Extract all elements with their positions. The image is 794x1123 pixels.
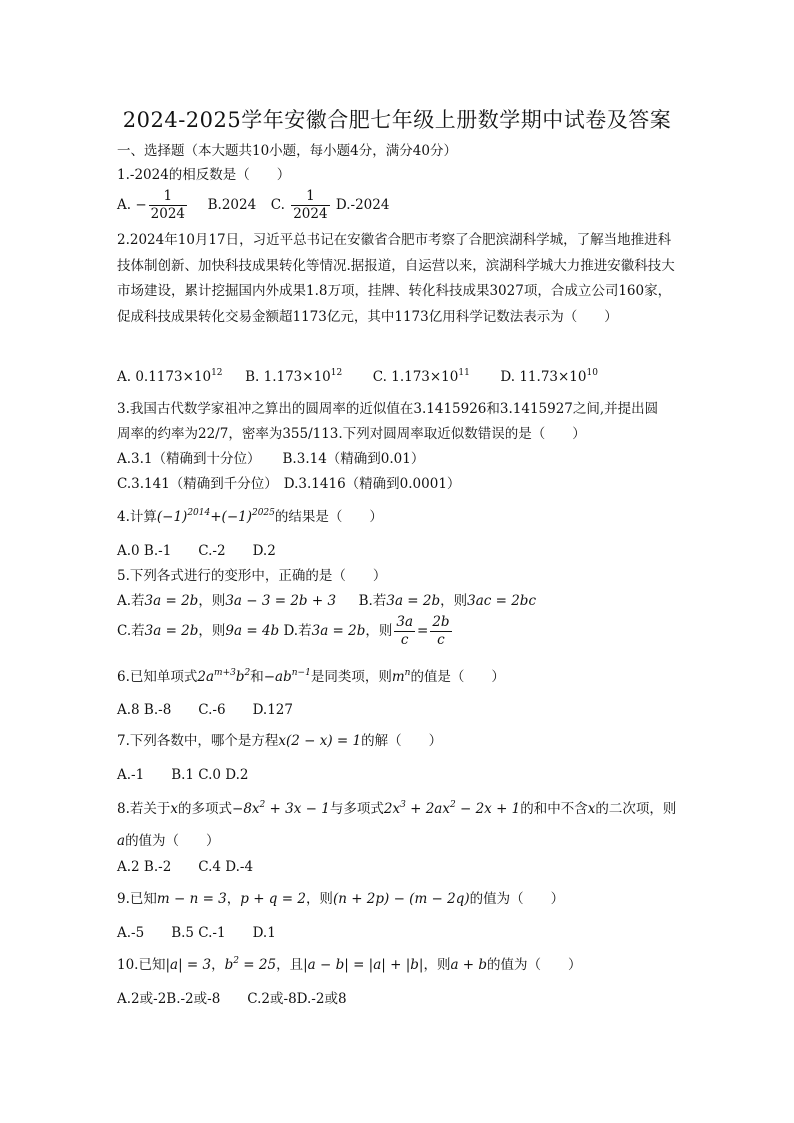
q1-option-c-fraction xyxy=(291,188,329,223)
question-7-options: A.-1 B.1 C.0 D.2 xyxy=(117,767,249,783)
q5-d-fraction-left: $\frac{3a}{c}$ xyxy=(396,614,414,648)
q1-option-a-label: A. xyxy=(117,197,132,213)
question-7-stem: 7.下列各数中，哪个是方程x(2 − x) = 1的解（ ） xyxy=(117,733,443,749)
q5-a-result: 3a − 3 = 2b + 3 xyxy=(225,593,337,609)
q10-condition-3: |a − b| = |a| + |b| xyxy=(303,957,424,973)
q3-option-c: C.3.141（精确到千分位） xyxy=(117,476,278,492)
q5-a-condition: 3a = 2b xyxy=(144,593,199,609)
question-4-options: A.0 B.-1 C.-2 D.2 xyxy=(117,543,276,559)
section-heading: 一、选择题（本大题共10小题，每小题4分，满分40分） xyxy=(117,143,457,159)
q5-d-condition: 3a = 2b xyxy=(311,623,366,639)
q1-c-denominator: 2024 xyxy=(293,206,328,222)
q2-option-d: D. $11.73\times 10^{10}$ xyxy=(500,368,598,385)
question-8-line-1: 8.若关于x的多项式$-8x^2 + 3x - 1$与多项式$2x^3 + 2ax^2 - 2x + 1$的和中不含x的二次项，则 xyxy=(117,800,677,817)
question-10-stem: 10.已知|a| = 3，$b^2 = 25$，且|a − b| = |a| + |b|，则a + b的值为（ ） xyxy=(117,956,582,973)
question-2-options xyxy=(117,368,598,386)
question-1-stem: 1.-2024的相反数是（ ） xyxy=(117,167,291,183)
q4-term-1: $(-1)^{2014}$ xyxy=(156,508,211,525)
question-8-line-2: a的值为（ ） xyxy=(117,833,220,849)
question-9-options: A.-5 B.5 C.-1 D.1 xyxy=(117,925,276,941)
question-1-options xyxy=(117,186,389,224)
question-5-options-row-1: A.若3a = 2b，则3a − 3 = 2b + 3 B.若3a = 2b，则3ac = 2bc xyxy=(117,593,537,609)
q1-c-numerator: 1 xyxy=(291,188,329,206)
question-3-options-row-2 xyxy=(117,475,460,493)
q6-power: $m^n$ xyxy=(391,668,411,685)
q10-condition-1: |a| = 3 xyxy=(165,957,212,973)
q5-b-result: 3ac = 2bc xyxy=(467,593,537,609)
q1-option-d: D.-2024 xyxy=(335,197,390,213)
q3-option-d: D.3.1416（精确到0.0001） xyxy=(283,476,461,492)
q9-expression: (n + 2p) − (m − 2q) xyxy=(332,891,470,907)
q1-option-a-fraction xyxy=(149,188,187,223)
question-6-stem: 6.已知单项式$2a^{m+3}b^2$和$-ab^{n-1}$是同类项，则$m^n$的值是（ ） xyxy=(117,668,505,685)
page-title: 2024-2025学年安徽合肥七年级上册数学期中试卷及答案 xyxy=(122,108,672,132)
question-10-options: A.2或-2B.-2或-8 C.2或-8D.-2或8 xyxy=(117,991,347,1007)
q1-option-b: B.2024 xyxy=(207,197,257,213)
q5-c-result: 9a = 4b xyxy=(225,623,280,639)
q9-condition-2: p + q = 2 xyxy=(240,891,306,907)
q4-term-2: $(-1)^{2025}$ xyxy=(221,508,275,525)
q7-equation: x(2 − x) = 1 xyxy=(278,733,362,749)
q2-option-b: B. $1.173\times 10^{12}$ xyxy=(245,368,343,385)
q1-option-a-sign: − xyxy=(135,197,147,213)
q8-variable-a: a xyxy=(117,833,126,849)
question-9-stem: 9.已知m − n = 3，p + q = 2，则(n + 2p) − (m − 2q)的值为（ ） xyxy=(117,891,565,907)
q3-option-a: A.3.1（精确到十分位） xyxy=(117,451,261,467)
q9-condition-1: m − n = 3 xyxy=(156,891,227,907)
question-5-stem: 5.下列各式进行的变形中，正确的是（ ） xyxy=(117,568,387,584)
q8-polynomial-2: $2x^3 + 2ax^2 - 2x + 1$ xyxy=(383,800,521,817)
q2-option-c: C. $1.173\times 10^{11}$ xyxy=(372,368,470,385)
question-8-options: A.2 B.-2 C.4 D.-4 xyxy=(117,859,254,875)
question-6-options: A.8 B.-8 C.-6 D.127 xyxy=(117,702,293,718)
q3-option-b: B.3.14（精确到0.01） xyxy=(282,451,425,467)
question-4-stem xyxy=(117,508,383,526)
question-2-stem: 2.2024年10月17日，习近平总书记在安徽省合肥市考察了合肥滨湖科学城，了解当地推进科技体制创新、加快科技成果转化等情况.据报道，自运营以来，滨湖科学城大力推进安徽科技大市场建设，累计挖掘国内外成果1.8万项，挂牌、转化科技成果3027项，合成立公司160家，促成科技成果转化交易金额超1173亿元，其中1173亿用科学记数法表示为（ ） xyxy=(117,232,675,325)
q4-suffix: 的结果是（ ） xyxy=(274,509,383,525)
q6-monomial-1: $2a^{m+3}b^2$ xyxy=(197,668,251,685)
question-5-options-row-2: C.若3a = 2b，则9a = 4b D.若3a = 2b，则 $\frac{3a}{c}$ = $\frac{2b}{c}$ xyxy=(117,614,450,648)
q5-b-condition: 3a = 2b xyxy=(386,593,441,609)
q4-plus: + xyxy=(210,509,222,525)
question-3-options-row-1 xyxy=(117,450,424,468)
q6-monomial-2: $-ab^{n-1}$ xyxy=(263,668,311,685)
question-3-line-1: 3.我国古代数学家祖冲之算出的圆周率的近似值在3.1415926和3.1415927之间,并提出圆 xyxy=(117,401,659,417)
q8-polynomial-1: $-8x^2 + 3x - 1$ xyxy=(232,800,330,817)
q10-expression: a + b xyxy=(450,957,488,973)
q4-prefix: 4.计算 xyxy=(117,509,157,525)
q5-d-fraction-right: $\frac{2b}{c}$ xyxy=(432,614,450,648)
q2-option-a: A. $0.1173\times 10^{12}$ xyxy=(117,368,223,385)
q10-condition-2: $b^2 = 25$ xyxy=(224,956,277,973)
q1-option-c-label: C. xyxy=(270,197,285,213)
q5-c-condition: 3a = 2b xyxy=(144,623,199,639)
question-3-line-2: 周率的约率为22/7，密率为355/113.下列对圆周率取近似数错误的是（ ） xyxy=(117,426,586,442)
q1-a-denominator: 2024 xyxy=(150,206,186,222)
q1-a-numerator: 1 xyxy=(149,188,187,206)
